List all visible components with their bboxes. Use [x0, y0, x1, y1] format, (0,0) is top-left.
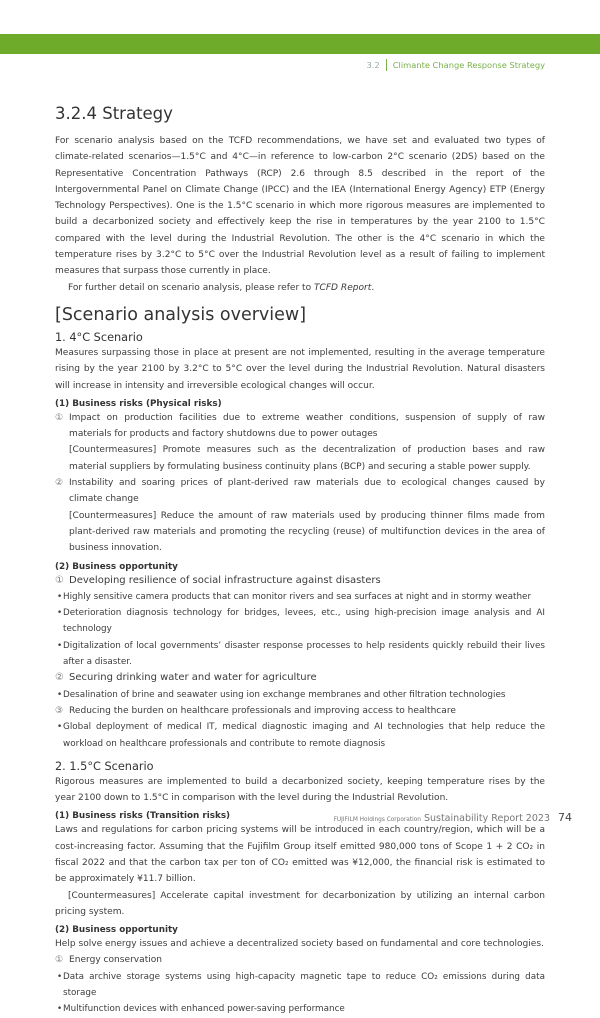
opportunity-heading: (2) Business opportunity [55, 925, 178, 936]
header-green-bar [0, 34, 600, 54]
opportunity-text: Securing drinking water and water for agriculture [69, 672, 317, 684]
countermeasure-text: [Countermeasures] Reduce the amount of raw materials used by producing thinner films made from plant-derived raw materials and promoting the recycling (reuse) of multifunction devices in the area of business innovation. [69, 510, 545, 554]
bullet-item: • Desalination of brine and seawater using ion exchange membranes and other filtration technologies [55, 687, 545, 703]
opportunity-item [55, 703, 545, 719]
running-header [367, 59, 545, 71]
opportunity-item [55, 573, 545, 589]
corporation-name: FUJIFILM Holdings Corporation [333, 817, 421, 823]
opportunity-text: Developing resilience of social infrastructure against disasters [69, 574, 381, 586]
number-marker: ① [55, 574, 64, 586]
bullet-item: • Global deployment of medical IT, medical diagnostic imaging and AI technologies that help reduce the workload on healthcare professionals and contribute to remote diagnosis [55, 719, 545, 752]
countermeasure-text: [Countermeasures] Promote measures such as the decentralization of production bases and raw material suppliers by formulating business continuity plans (BCP) and securing a stable power supply. [69, 445, 545, 472]
bullet-item: • Highly sensitive camera products that can monitor rivers and sea surfaces at night and in stormy weather [55, 589, 545, 605]
intro-paragraph: For scenario analysis based on the TCFD recommendations, we have set and evaluated two types of climate-related scenarios—1.5°C and 4°C—in reference to low-carbon 2°C scenario (2DS) based on the Representative Concentration Pathways (RCP) 2.6 through 8.5 described in the report of the Intergovernmental Panel on Climate Change (IPCC) and the IEA (International Energy Agency) ETP (Energy Technology Perspectives). One is the 1.5°C scenario in which more rigorous measures are implemented to build a decarbonized society and effectively keep the rise in temperatures by the year 2100 to 1.5°C compared with the level during the Industrial Revolution. The other is the 4°C scenario in which the temperature rises by 3.2°C to 5°C over the Industrial Revolution level as a result of failing to implement measures that surpass those currently in place. [55, 136, 545, 277]
further-text: For further detail on scenario analysis, please refer to [68, 282, 315, 293]
bullet-text: Data archive storage systems using high-capacity magnetic tape to reduce CO₂ emissions during data storage [63, 971, 545, 999]
scenario-4c-heading: 1. 4°C Scenario [55, 330, 143, 344]
bullet-text: Global deployment of medical IT, medical diagnostic imaging and AI technologies that help reduce the workload on healthcare professionals and contribute to remote diagnosis [63, 722, 545, 749]
scenario-1-5c-heading: 2. 1.5°C Scenario [55, 759, 154, 773]
bullet-text: Deterioration diagnosis technology for bridges, levees, etc., using high-precision image analysis and AI technology [63, 608, 545, 635]
report-name: Sustainability Report 2023 [423, 813, 550, 824]
bullet-text: Digitalization of local governments’ disaster response processes to help residents quickly rebuild their lives after a disaster. [63, 640, 545, 668]
countermeasure-text: [Countermeasures] Accelerate capital investment for decarbonization by utilizing an internal carbon pricing system. [55, 890, 545, 917]
physical-risks-heading: (1) Business risks (Physical risks) [55, 398, 222, 409]
main-content [55, 104, 545, 1018]
further-suffix: . [371, 282, 375, 293]
bullet-item: • Deterioration diagnosis technology for bridges, levees, etc., using high-precision image analysis and AI technology [55, 605, 545, 638]
number-marker: ① [55, 412, 64, 423]
opportunity-item [55, 670, 545, 686]
scenario-4c-description: Measures surpassing those in place at present are not implemented, resulting in the average temperature rising by the year 2100 by 3.2°C to 5°C over the level during the Industrial Revolution. Natural disasters will increase in intensity and irreversible ecological changes will occur. [55, 347, 545, 391]
number-marker: ② [55, 478, 64, 489]
opportunity-heading: (2) Business opportunity [55, 561, 178, 572]
risk-item [55, 475, 545, 556]
bullet-item: • Multifunction devices with enhanced power-saving performance [55, 1001, 545, 1017]
risk-text: Instability and soaring prices of plant-derived raw materials due to ecological changes caused by climate change [69, 478, 545, 505]
opportunity-text: Energy conservation [69, 955, 163, 966]
transition-risks-heading: (1) Business risks (Transition risks) [55, 811, 231, 822]
scenario-1-5c-description: Rigorous measures are implemented to build a decarbonized society, keeping temperature rises by the year 2100 down to 1.5°C in comparison with the level during the Industrial Revolution. [55, 776, 545, 804]
number-marker: ① [55, 955, 64, 966]
opportunity-description: Help solve energy issues and achieve a decentralized society based on fundamental and core technologies. [55, 939, 544, 950]
number-marker: ② [55, 672, 64, 684]
tcfd-report-link[interactable]: TCFD Report [314, 282, 372, 293]
bullet-text: Desalination of brine and seawater using ion exchange membranes and other filtration technologies [63, 689, 506, 700]
bullet-item: • Data archive storage systems using high-capacity magnetic tape to reduce CO₂ emissions during data storage [55, 969, 545, 1002]
section-number: 3.2 [366, 60, 380, 70]
page-number: 74 [558, 811, 572, 824]
divider [386, 59, 387, 71]
opportunity-item [55, 952, 545, 968]
further-detail [55, 280, 545, 296]
risk-text: Impact on production facilities due to extreme weather conditions, suspension of supply of raw materials for products and factory shutdowns due to power outages [69, 412, 545, 440]
page-title: 3.2.4 Strategy [55, 104, 173, 123]
overview-heading: [Scenario analysis overview] [55, 304, 307, 325]
opportunity-text: Reducing the burden on healthcare professionals and improving access to healthcare [69, 705, 456, 716]
transition-risks-text: Laws and regulations for carbon pricing systems will be introduced in each country/region, which will be a cost-increasing factor. Assuming that the Fujifilm Group itself emitted 980,000 tons of Scope 1 + 2 CO₂ in fiscal 2022 and that the carbon tax per ton of CO₂ emitted was ¥12,000, the financial risk is estimated to be approximately ¥11.7 billion. [55, 825, 545, 885]
bullet-item: • Digitalization of local governments’ disaster response processes to help residents quickly rebuild their lives after a disaster. [55, 638, 545, 671]
section-title: Climante Change Response Strategy [392, 60, 545, 70]
bullet-text: Highly sensitive camera products that can monitor rivers and sea surfaces at night and in stormy weather [63, 591, 532, 602]
bullet-text: Multifunction devices with enhanced power-saving performance [63, 1004, 345, 1015]
risk-item [55, 410, 545, 475]
number-marker: ③ [55, 705, 64, 716]
page-footer [334, 811, 572, 824]
